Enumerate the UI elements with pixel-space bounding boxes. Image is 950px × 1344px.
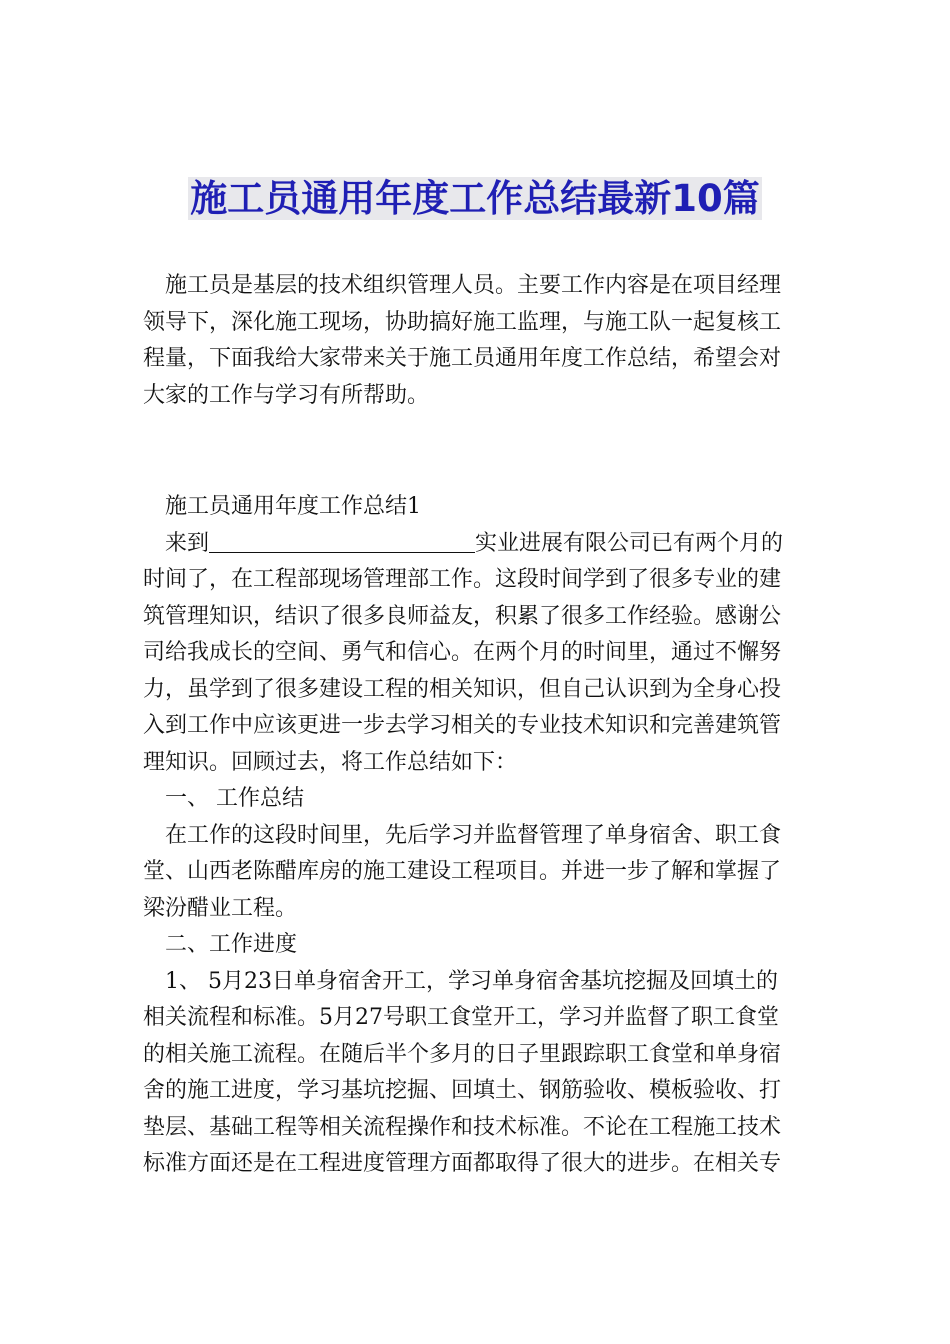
text-line: 梁汾醋业工程。	[143, 895, 298, 921]
text-line: 力，虽学到了很多建设工程的相关知识，但自己认识到为全身心投	[143, 676, 782, 702]
text-line: 施工员是基层的技术组织管理人员。主要工作内容是在项目经理	[143, 273, 782, 298]
text-line: 筑管理知识，结识了很多良师益友，积累了很多工作经验。感谢公	[143, 603, 782, 629]
text-line	[143, 526, 810, 563]
text-line: 司给我成长的空间、勇气和信心。在两个月的时间里，通过不懈努	[143, 640, 782, 665]
paragraph-lead-tail: 实业进展有限公司已有两个月的	[475, 530, 784, 556]
paragraph-1	[143, 526, 810, 1183]
subheading-work-progress: 二、工作进度	[143, 932, 298, 957]
section-heading	[143, 489, 810, 526]
text-line: 程量，下面我给大家带来关于施工员通用年度工作总结，希望会对	[143, 346, 782, 371]
text-line: 理知识。回顾过去，将工作总结如下：	[143, 749, 518, 775]
paragraph-lead: 来到	[143, 530, 210, 556]
text-line: 在工作的这段时间里，先后学习并监督管理了单身宿舍、职工食	[143, 822, 782, 848]
subheading-work-summary: 一、 工作总结	[143, 786, 304, 811]
text-line: 大家的工作与学习有所帮助。	[143, 382, 430, 408]
text-line: 堂、山西老陈醋库房的施工建设工程项目。并进一步了解和掌握了	[143, 859, 782, 884]
text-line: 时间了，在工程部现场管理部工作。这段时间学到了很多专业的建	[143, 567, 782, 592]
text-line: 垫层、基础工程等相关流程操作和技术标准。不论在工程施工技术	[143, 1114, 782, 1140]
intro-paragraph	[143, 268, 810, 414]
blank-underline	[209, 530, 475, 553]
text-line: 舍的施工进度，学习基坑挖掘、回填土、钢筋验收、模板验收、打	[143, 1078, 782, 1103]
text-line: 标准方面还是在工程进度管理方面都取得了很大的进步。在相关专	[143, 1151, 782, 1176]
text-line: 的相关施工流程。在随后半个多月的日子里跟踪职工食堂和单身宿	[143, 1041, 782, 1067]
text-line: 施工员通用年度工作总结1	[143, 494, 421, 519]
text-line: 入到工作中应该更进一步去学习相关的专业技术知识和完善建筑管	[143, 713, 782, 738]
text-line: 1、 5月23日单身宿舍开工，学习单身宿舍基坑挖掘及回填土的	[143, 968, 778, 994]
document-title: 施工员通用年度工作总结最新10篇	[190, 177, 760, 220]
text-line: 相关流程和标准。5月27号职工食堂开工，学习并监督了职工食堂	[143, 1005, 779, 1030]
text-line: 领导下，深化施工现场，协助搞好施工监理，与施工队一起复核工	[143, 309, 782, 335]
